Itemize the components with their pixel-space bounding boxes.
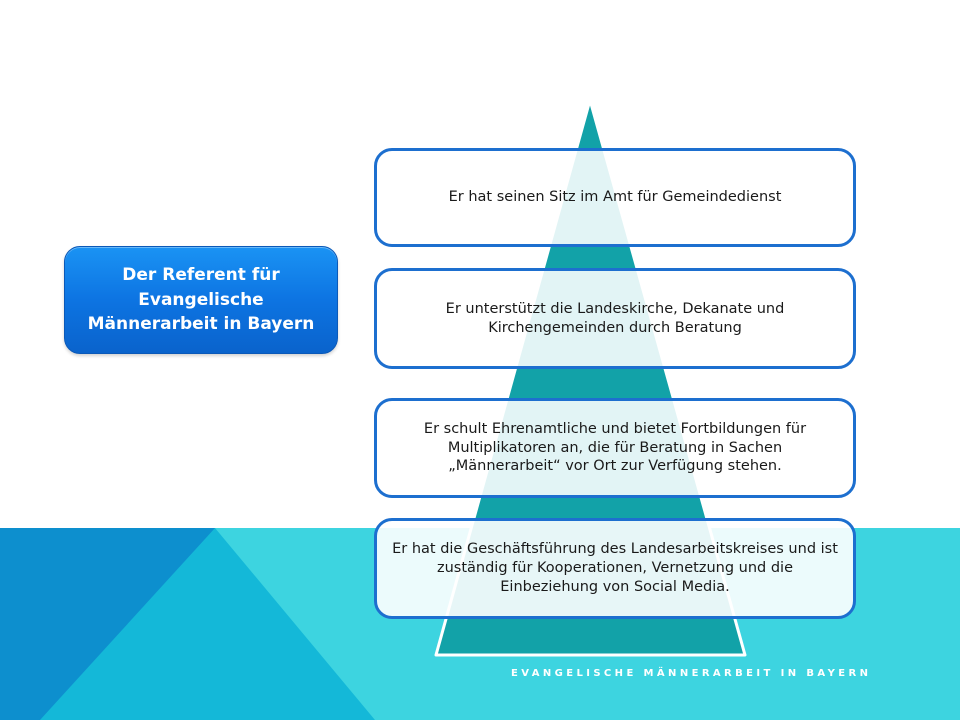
pyramid-card-2 xyxy=(374,268,856,369)
footer-text: EVANGELISCHE MÄNNERARBEIT IN BAYERN xyxy=(511,668,872,679)
card-4-text: Er hat die Geschäftsführung des Landesarbeitskreises und ist zuständig für Kooperationen, Vernetzung und die Einbeziehung von Social Media. xyxy=(392,541,838,595)
pyramid-card-1 xyxy=(374,148,856,247)
pyramid-card-3 xyxy=(374,398,856,498)
title-text: Der Referent für Evangelische Männerarbeit in Bayern xyxy=(87,265,315,335)
title-box xyxy=(64,246,338,354)
card-2-text: Er unterstützt die Landeskirche, Dekanate und Kirchengemeinden durch Beratung xyxy=(445,300,785,336)
pyramid-card-4 xyxy=(374,518,856,619)
card-3-text: Er schult Ehrenamtliche und bietet Fortbildungen für Multiplikatoren an, die für Beratung in Sachen „Männerarbeit“ vor Ort zur Verfügung stehen. xyxy=(423,420,807,475)
card-1-text: Er hat seinen Sitz im Amt für Gemeindedienst xyxy=(448,189,782,206)
